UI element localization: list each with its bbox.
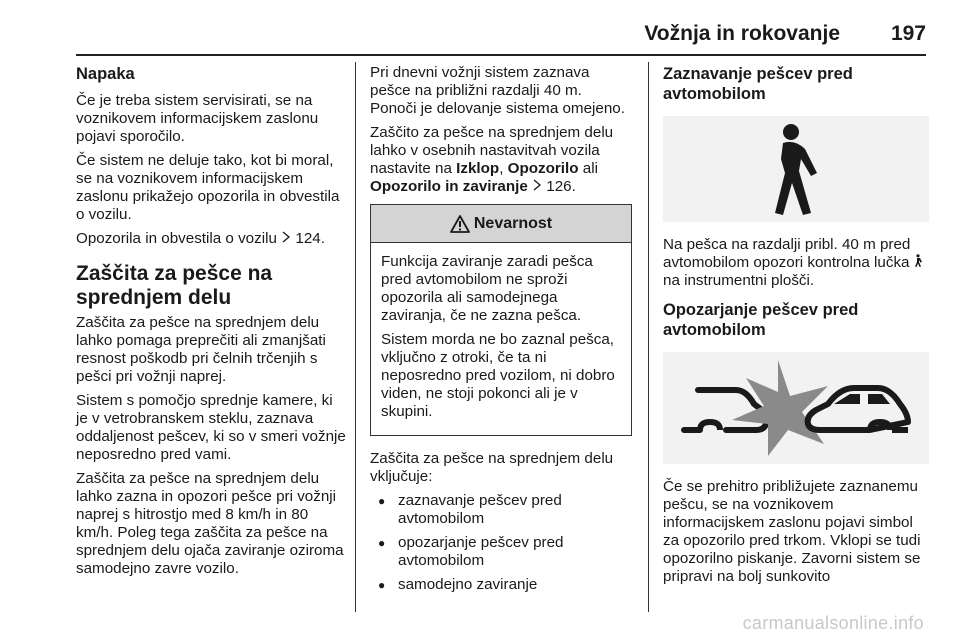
paragraph: Če je treba sistem servisirati, se na voznikovem informacijskem zaslonu pojavi sporočilo.: [76, 92, 319, 145]
paragraph: Če sistem ne deluje tako, kot bi moral, se na voznikovem informacijskem zaslonu prikažejo opozorila in obvestila o vozilu.: [76, 152, 340, 223]
column-2: [370, 64, 632, 600]
collision-figure: [663, 352, 929, 464]
chapter-title: Vožnja in rokovanje: [644, 22, 840, 45]
paragraph: Pri dnevni vožnji sistem zaznava pešce na približni razdalji 40 m. Ponoči je delovanje sistema omejeno.: [370, 64, 625, 117]
page-reference-link[interactable]: 124.: [295, 230, 325, 247]
header-rule: [76, 54, 926, 56]
column-3: [663, 64, 929, 592]
option-izklop: Izklop: [456, 160, 500, 177]
paragraph-text: Zaščito za pešce na sprednjem delu lahko v osebnih nastavitvah vozila nastavite na: [370, 124, 614, 177]
heading-pedestrian-warning: Opozarjanje pešcev pred avtomobilom: [663, 301, 859, 339]
paragraph: Zaščita za pešce na sprednjem delu lahko zazna in opozori pešce pri vožnji naprej s hitrostjo med 8 km/h in 80 km/h. Poleg tega zaščita za pešce na sprednjem delu ojača zaviranje oziroma samodejno zavre vozilo.: [76, 470, 344, 577]
paragraph-with-indicator: [663, 236, 929, 290]
danger-box-header: [371, 205, 631, 243]
paragraph-with-reference: [76, 230, 348, 248]
page-reference-arrow-icon: [532, 179, 542, 191]
option-opozorilo: Opozorilo: [507, 160, 579, 177]
paragraph-text: Na pešca na razdalji pribl. 40 m pred avtomobilom opozori kontrolna lučka: [663, 236, 911, 271]
list-item: ● samodejno zaviranje: [370, 576, 632, 594]
column-divider-1: [355, 62, 356, 612]
paragraph-text: Opozorila in obvestila o vozilu: [76, 230, 277, 247]
paragraph-text: na instrumentni plošči.: [663, 272, 815, 289]
page-header: [0, 14, 960, 54]
heading-napaka: Napaka: [76, 65, 135, 83]
feature-list: [370, 492, 632, 594]
section-title: Zaščita za pešce na sprednjem delu: [76, 262, 273, 309]
warning-triangle-icon: [450, 215, 470, 233]
paragraph: Funkcija zaviranje zaradi pešca pred avtomobilom ne sproži opozorila ali samodejnega zaviranja, če ne zazna pešca.: [381, 253, 593, 324]
paragraph-settings: [370, 124, 632, 196]
list-item: ● opozarjanje pešcev pred avtomobilom: [370, 534, 632, 570]
collision-warning-icon: [678, 358, 914, 458]
paragraph: Sistem s pomočjo sprednje kamere, ki je v vetrobranskem steklu, zaznava oddaljenost pešcev, ki so v smeri vožnje neposredno pred vami.: [76, 392, 346, 463]
page-reference-arrow-icon: [281, 231, 291, 243]
danger-box-title: Nevarnost: [473, 214, 553, 232]
column-divider-2: [648, 62, 649, 612]
column-1: [76, 64, 348, 584]
separator: ,: [499, 160, 504, 177]
danger-box: [370, 204, 632, 436]
danger-box-body: [371, 243, 631, 435]
paragraph: Zaščita za pešce na sprednjem delu lahko pomaga preprečiti ali zmanjšati resnost poškodb pri čelnih trčenjih s pešci pri vožnji naprej.: [76, 314, 326, 385]
heading-pedestrian-detection: Zaznavanje pešcev pred avtomobilom: [663, 65, 853, 103]
pedestrian-indicator-icon: [914, 254, 923, 267]
page-number: 197: [890, 22, 926, 45]
pedestrian-figure: [663, 116, 929, 222]
paragraph: Če se prehitro približujete zaznanemu pešcu, se na voznikovem informacijskem zaslonu pojavi simbol za opozorilo pred trkom. Vklopi se tudi opozorilno piskanje. Zavorni sistem se pripravi na bolj sunkovito: [663, 478, 921, 585]
conjunction: ali: [582, 160, 598, 177]
page-reference-link[interactable]: 126.: [546, 178, 576, 195]
paragraph: Sistem morda ne bo zaznal pešca, vključno z otroki, če ta ni neposredno pred vozilom, ni dobro viden, ne stoji pokonci ali je v skupini.: [381, 331, 615, 420]
option-opozorilo-in-zaviranje: Opozorilo in zaviranje: [370, 178, 528, 195]
watermark: carmanualsonline.info: [742, 613, 924, 633]
pedestrian-icon: [761, 121, 831, 217]
list-item: ● zaznavanje pešcev pred avtomobilom: [370, 492, 632, 528]
paragraph: Zaščita za pešce na sprednjem delu vključuje:: [370, 450, 614, 485]
